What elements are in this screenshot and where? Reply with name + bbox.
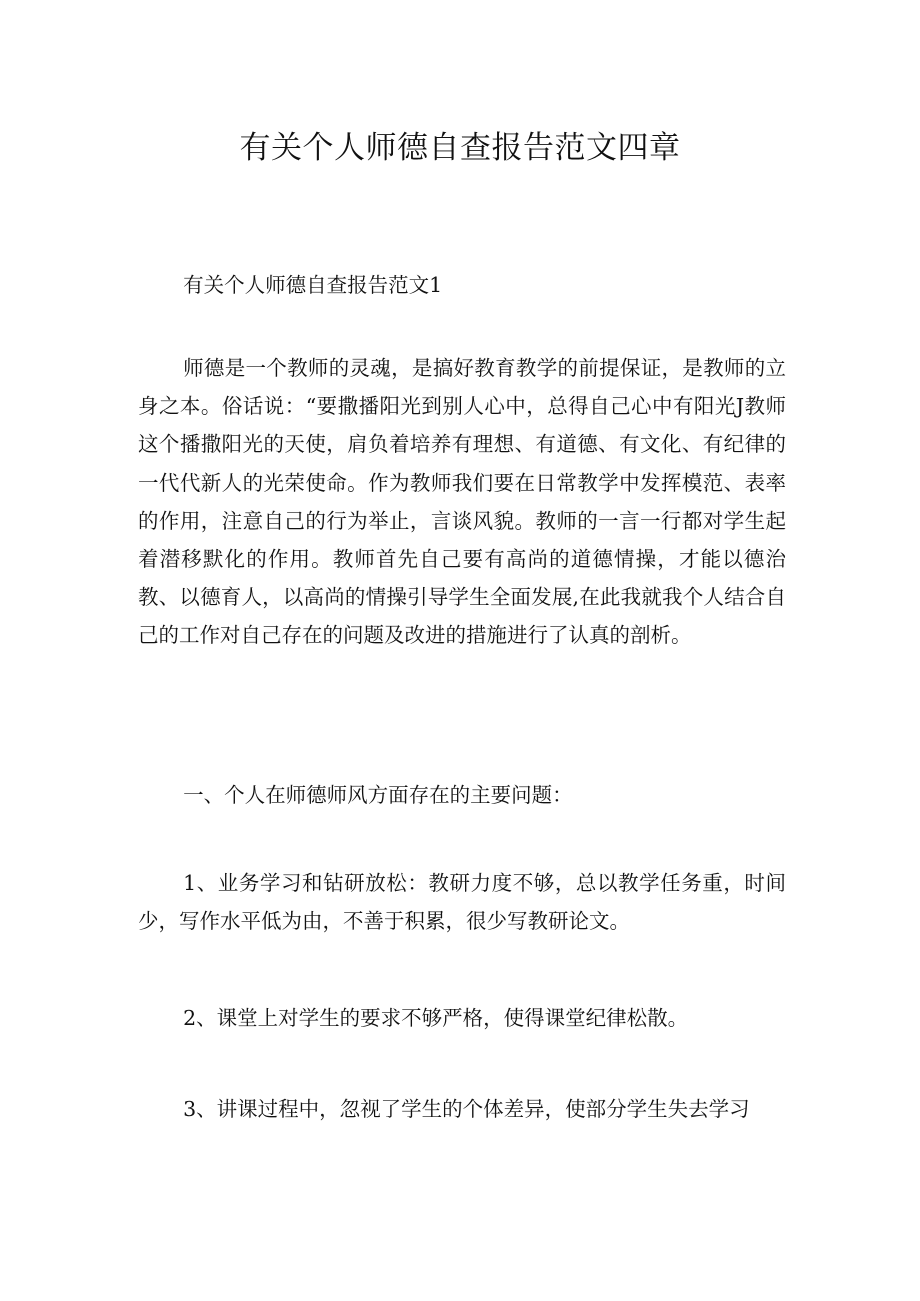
section-subtitle: 有关个人师德自查报告范文1	[183, 273, 443, 297]
document-title: 有关个人师德自查报告范文四章	[239, 130, 681, 166]
list-item-2: 2、课堂上对学生的要求不够严格，使得课堂纪律松散。	[183, 1006, 689, 1030]
section-heading: 一、个人在师德师风方面存在的主要问题：	[183, 783, 573, 807]
list-item-3: 3、讲课过程中，忽视了学生的个体差异，使部分学生失去学习	[183, 1097, 750, 1121]
list-item-1: 1、业务学习和钻研放松：教研力度不够，总以教学任务重，时间少，写作水平低为由，不善于积累，很少写教研论文。	[138, 871, 786, 934]
intro-paragraph: 师德是一个教师的灵魂，是搞好教育教学的前提保证，是教师的立身之本。俗话说：“要撒播阳光到别人心中，总得自己心中有阳光J教师这个播撒阳光的天使，肩负着培养有理想、有道德、有文化、有纪律的一代代新人的光荣使命。作为教师我们要在日常教学中发挥模范、表率的作用，注意自己的行为举止，言谈风貌。教师的一言一行都对学生起着潜移默化的作用。教师首先自己要有高尚的道德情操，才能以德治教、以德育人，以高尚的情操引导学生全面发展,在此我就我个人结合自己的工作对自己存在的问题及改进的措施进行了认真的剖析。	[138, 356, 786, 648]
